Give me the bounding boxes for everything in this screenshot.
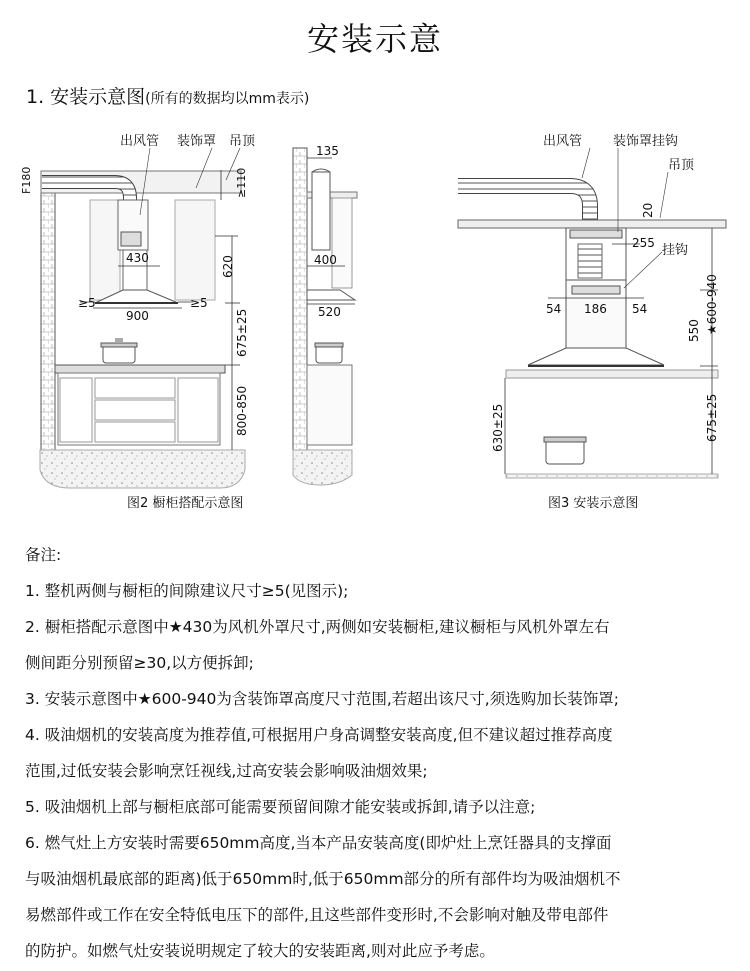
note-line: 6. 燃气灶上方安装时需要650mm高度,当本产品安装高度(即炉灶上烹饪器具的支撑面 [25,834,612,852]
fig2-label-675: 675±25 [235,308,249,357]
fig3-ceiling [458,220,726,228]
fig2-left-wall [41,172,55,450]
fig2-side-label-520: 520 [318,305,341,319]
fig2-side-label-135: 135 [316,144,339,158]
note-line: 2. 橱柜搭配示意图中★430为风机外罩尺寸,两侧如安装橱柜,建议橱柜与风机外罩左右 [25,618,610,636]
fig3-label-54-left: 54 [546,302,562,316]
fig2-side-label-400: 400 [314,253,337,267]
fig2-label-f180: F180 [20,166,33,194]
fig3-floor [506,474,718,478]
note-line: 3. 安装示意图中★600-940为含装饰罩高度尺寸范围,若超出该尺寸,须选购加长装饰罩; [25,690,619,708]
fig3-pot [546,440,584,464]
note-line: 1. 整机两侧与橱柜的间隙建议尺寸≥5(见图示); [25,582,349,600]
fig2-front-view [20,133,357,488]
fig3-installation-view [458,133,726,478]
fig2-label-gap-right: ≥5 [190,296,208,310]
fig2-label-duct: 出风管 [120,134,160,149]
fig3-label-600-940: ★600-940 [705,274,719,335]
fig3-hook [572,286,620,294]
fig2-label-110: ≥110 [235,167,248,198]
note-line: 与吸油烟机最底部的距离)低于650mm时,低于650mm部分的所有部件均为吸油烟机不 [25,870,621,888]
fig2-countertop [55,365,225,373]
fig2-label-cover: 装饰罩 [177,134,217,149]
note-line: 4. 吸油烟机的安装高度为推荐值,可根据用户身高调整安装高度,但不建议超过推荐高度 [25,726,613,744]
fig2-label-ceiling: 吊顶 [229,134,256,149]
page-title: 安装示意 [306,20,443,58]
fig2-floor [40,450,245,488]
fig3-label-255: 255 [632,236,655,250]
fig3-label-186: 186 [584,302,607,316]
fig2-label-620: 620 [221,255,235,278]
section-heading-text: 1. 安装示意图 [26,86,146,108]
fig2-label-430: 430 [126,251,149,265]
fig3-label-550: 550 [687,319,701,342]
note-line: 范围,过低安装会影响烹饪视线,过高安装会影响吸油烟效果; [25,762,428,780]
fig2-label-900: 900 [126,309,149,323]
note-line: 的防护。如燃气灶安装说明规定了较大的安装距离,则对此应予考虑。 [25,942,495,960]
fig3-label-20: 20 [641,202,655,218]
fig2-side-view [293,144,357,485]
note-line: 侧间距分别预留≥30,以方便拆卸; [25,654,254,672]
fig3-label-675: 675±25 [705,393,719,442]
fig3-label-54-right: 54 [632,302,648,316]
fig2-upper-cabinet-right [175,200,215,300]
fig3-caption: 图3 安装示意图 [548,496,639,511]
fig3-label-hook: 挂钩 [662,243,689,258]
note-line: 5. 吸油烟机上部与橱柜底部可能需要预留间隙才能安装或拆卸,请予以注意; [25,798,536,816]
note-line: 易燃部件或工作在安全特低电压下的部件,且这些部件变形时,不会影响对触及带电部件 [25,906,609,924]
fig2-label-gap-left: ≥5 [78,296,96,310]
fig3-counter-line [506,370,718,378]
fig3-cover-hook [570,230,622,238]
fig3-label-cover-hook: 装饰罩挂钩 [613,134,679,149]
fig3-label-ceiling: 吊顶 [668,158,695,173]
fig3-hood-canopy [528,348,664,365]
fig2-caption: 图2 橱柜搭配示意图 [127,496,244,511]
notes-heading: 备注: [25,546,62,564]
fig3-label-630: 630±25 [491,403,505,452]
fig2-label-800: 800-850 [235,385,249,436]
fig2-upper-cabinet-left [90,200,120,300]
section-unit-note: (所有的数据均以mm表示) [145,91,310,107]
fig3-label-duct: 出风管 [543,134,583,149]
fig2-pot [103,345,135,363]
notes-section [25,537,730,969]
fig2-motor-cap [121,232,141,246]
